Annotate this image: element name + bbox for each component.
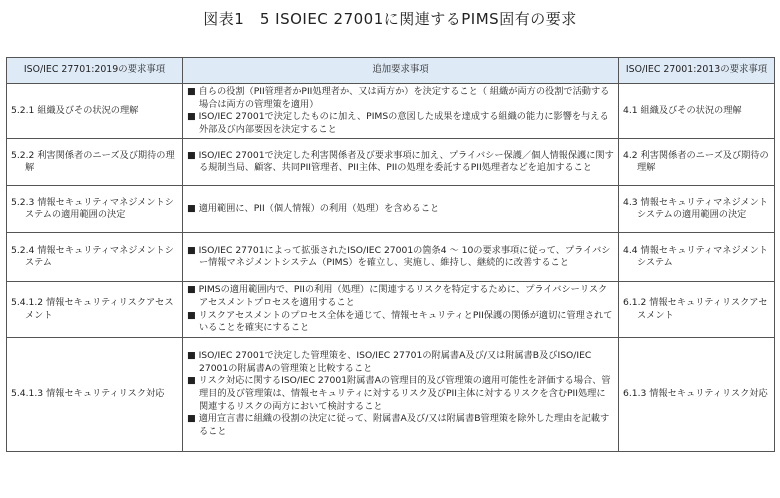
header-iso27701: ISO/IEC 27701:2019の要求事項 [7,58,183,84]
req-2019-text: 情報セキュリティリスク対応 [46,387,165,399]
req-2013-cell [619,233,775,282]
req-2019-cell [7,282,183,337]
table-row [7,337,775,451]
req-2013-text: 4.2 利害関係者のニーズ及び期待の理解 [623,149,769,174]
req-2013-cell [619,282,775,337]
req-2013-cell [619,186,775,233]
additional-item: ■ 適用範囲に、PII（個人情報）の利用（処理）を含めること [187,203,440,215]
table-row [7,282,775,337]
req-2013-cell [619,84,775,139]
additional-item: ■ リスクアセスメントのプロセス全体を通じて、情報セキュリティとPII保護の関係が適切に管理されていることを確実にすること [187,309,613,334]
req-2019-cell [7,337,183,451]
additional-item: ■ ISO/IEC 27001で決定したものに加え、PIMSの意図した成果を達成する組織の能力に影響を与える外部及び内部要因を決定すること [187,111,609,135]
additional-cell [183,233,619,282]
req-2013-text: 4.1 組織及びその状況の理解 [623,104,742,116]
req-2019-cell [7,233,183,282]
additional-item: ■ ISO/IEC 27001で決定した管理策を、ISO/IEC 27701の附属書A及び/又は附属書B及びISO/IEC 27001の附属書Aの管理策と比較すること [187,350,592,374]
additional-item: ■ PIMSの適用範囲内で、PIIの利用（処理）に関連するリスクを特定するために、プライバシーリスクアセスメントプロセスを適用すること [187,284,608,308]
req-2013-text: 4.4 情報セキュリティマネジメントシステム [623,244,768,269]
req-2019-cell [7,139,183,186]
req-2019-number: 5.4.1.2 [11,296,44,308]
req-2013-cell [619,139,775,186]
req-2019-number: 5.2.2 [11,149,35,161]
table-row [7,233,775,282]
req-2019-text: 情報セキュリティマネジメントシステム [25,244,174,269]
additional-item: ■ ISO/IEC 27701によって拡張されたISO/IEC 27001の箇条4 ～ 10の要求事項に従って、プライバシー情報マネジメントシステム（PIMS）を確立し、実施し、維持し、継続的に改善すること [187,244,611,269]
req-2013-text: 4.3 情報セキュリティマネジメントシステムの適用範囲の決定 [623,196,768,221]
req-2019-number: 5.2.1 [11,104,35,116]
req-2019-number: 5.2.4 [11,244,35,256]
requirements-table [6,57,775,452]
table-row [7,139,775,186]
req-2019-text: 組織及びその状況の理解 [37,104,139,116]
table-header-row [7,58,775,84]
table-row [7,84,775,139]
req-2019-text: 情報セキュリティマネジメントシステムの適用範囲の決定 [25,196,174,221]
req-2019-cell [7,186,183,233]
additional-cell [183,337,619,451]
req-2013-cell [619,337,775,451]
req-2019-number: 5.2.3 [11,196,35,208]
figure-title: 図表1 5 ISOIEC 27001に関連するPIMS固有の要求 [203,10,577,28]
header-iso27001: ISO/IEC 27001:2013の要求事項 [619,58,775,84]
header-additional: 追加要求事項 [183,58,619,84]
additional-item: ■ 自らの役割（PII管理者かPII処理者か、又は両方か）を決定すること（ 組織が両方の役割で活動する場合は両方の管理策を適用） [187,86,610,110]
additional-cell [183,186,619,233]
table-row [7,186,775,233]
additional-item: ■ 適用宣言書に組織の役割の決定に従って、附属書A及び/又は附属書B管理策を除外した理由を記載すること [187,413,610,437]
req-2019-text: 利害関係者のニーズ及び期待の理解 [25,149,175,174]
additional-item: ■ リスク対応に関するISO/IEC 27001附属書Aの管理目的及び管理策の適用可能性を評価する場合、管理目的及び管理策は、情報セキュリティに対するリスク及びPII主体に対するリスクを含むPII処理に関連するリスクの両方において検討すること [187,375,611,412]
req-2019-cell [7,84,183,139]
additional-cell [183,139,619,186]
req-2019-text: 情報セキュリティリスクアセスメント [25,296,174,321]
additional-cell [183,282,619,337]
additional-cell [183,84,619,139]
req-2019-number: 5.4.1.3 [11,387,44,399]
additional-item: ■ ISO/IEC 27001で決定した利害関係者及び要求事項に加え、プライバシー保護／個人情報保護に関する規制当局、顧客、共同PII管理者、PII主体、PIIの処理を委託するPII処理者などを追加すること [187,149,614,174]
req-2013-text: 6.1.3 情報セキュリティリスク対応 [623,387,768,399]
req-2013-text: 6.1.2 情報セキュリティリスクアセスメント [623,296,768,321]
